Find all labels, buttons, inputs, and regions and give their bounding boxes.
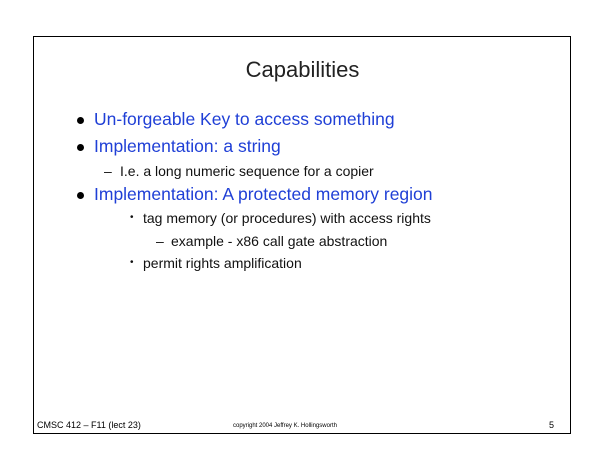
bullet-dot <box>77 144 84 151</box>
bullet-dot <box>77 192 84 199</box>
dash-marker: – <box>104 163 112 179</box>
sub-bullet-item: permit rights amplification <box>143 255 302 271</box>
bullet-dot <box>77 117 84 124</box>
page-number: 5 <box>549 420 555 430</box>
sub-sub-bullet-item: example - x86 call gate abstraction <box>171 233 388 249</box>
bullet-item: Implementation: A protected memory region <box>94 184 433 204</box>
sub-bullet-item: I.e. a long numeric sequence for a copier <box>120 163 374 179</box>
bullet-item: Un-forgeable Key to access something <box>94 109 395 129</box>
small-bullet-marker: • <box>130 257 134 268</box>
footer-course: CMSC 412 – F11 (lect 23) <box>37 420 141 430</box>
bullet-item: Implementation: a string <box>94 136 281 156</box>
slide-title: Capabilities <box>245 57 360 82</box>
small-bullet-marker: • <box>130 212 134 223</box>
footer-copyright: copyright 2004 Jeffrey K. Hollingsworth <box>233 423 337 429</box>
dash-marker: – <box>156 233 164 249</box>
sub-bullet-item: tag memory (or procedures) with access rights <box>143 210 431 226</box>
